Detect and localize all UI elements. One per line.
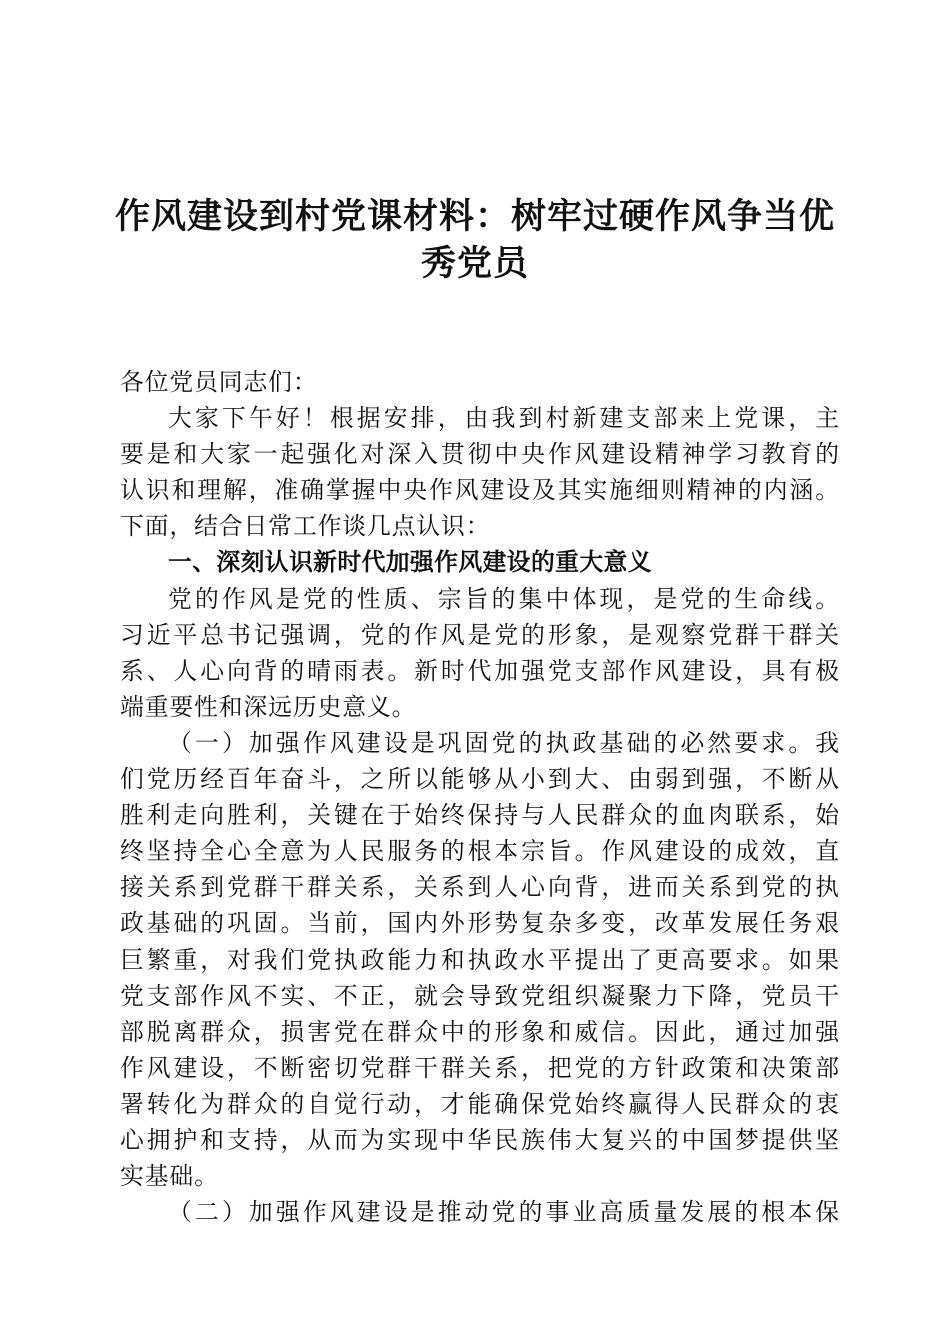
paragraph-line: 系、人心向背的晴雨表。新时代加强党支部作风建设，具有极 [120,656,840,685]
paragraph-line: 作风建设，不断密切党群干群关系，把党的方针政策和决策部 [120,1053,840,1082]
paragraph-line: 们党历经百年奋斗，之所以能够从小到大、由弱到强，不断从 [120,765,840,794]
document-title-line-2: 秀党员 [420,244,529,284]
paragraph-line: 下面，结合日常工作谈几点认识： [120,512,491,541]
salutation: 各位党员同志们： [120,368,318,396]
subsection-heading-line: （一）加强作风建设是巩固党的执政基础的必然要求。我 [168,728,840,757]
paragraph-line: 实基础。 [120,1162,219,1191]
paragraph-line: 大家下午好！根据安排，由我到村新建支部来上党课，主 [168,404,840,433]
paragraph-line: 党支部作风不实、不正，就会导致党组织凝聚力下降，党员干 [120,981,840,1010]
paragraph-line: 认识和理解，准确掌握中央作风建设及其实施细则精神的内涵。 [120,476,840,505]
paragraph-line: 巨繁重，对我们党执政能力和执政水平提出了更高要求。如果 [120,945,840,974]
paragraph-line: 端重要性和深远历史意义。 [120,692,417,721]
subsection-heading-line: （二）加强作风建设是推动党的事业高质量发展的根本保 [168,1198,840,1227]
paragraph-line: 党的作风是党的性质、宗旨的集中体现，是党的生命线。 [168,584,840,613]
paragraph-line: 要是和大家一起强化对深入贯彻中央作风建设精神学习教育的 [120,440,840,469]
paragraph-line: 部脱离群众，损害党在群众中的形象和威信。因此，通过加强 [120,1017,840,1046]
paragraph-line: 署转化为群众的自觉行动，才能确保党始终赢得人民群众的衷 [120,1089,840,1118]
paragraph-line: 接关系到党群干群关系，关系到人心向背，进而关系到党的执 [120,873,840,902]
paragraph-line: 政基础的巩固。当前，国内外形势复杂多变，改革发展任务艰 [120,909,840,938]
paragraph-line: 胜利走向胜利，关键在于始终保持与人民群众的血肉联系，始 [120,801,840,830]
document-title-line-1: 作风建设到村党课材料：树牢过硬作风争当优 [114,197,835,237]
paragraph-line: 终坚持全心全意为人民服务的根本宗旨。作风建设的成效，直 [120,837,840,866]
paragraph-line: 心拥护和支持，从而为实现中华民族伟大复兴的中国梦提供坚 [120,1125,840,1154]
section-heading: 一、深刻认识新时代加强作风建设的重大意义 [168,548,652,577]
paragraph-line: 习近平总书记强调，党的作风是党的形象，是观察党群干群关 [120,620,840,649]
document-body [120,364,840,1230]
